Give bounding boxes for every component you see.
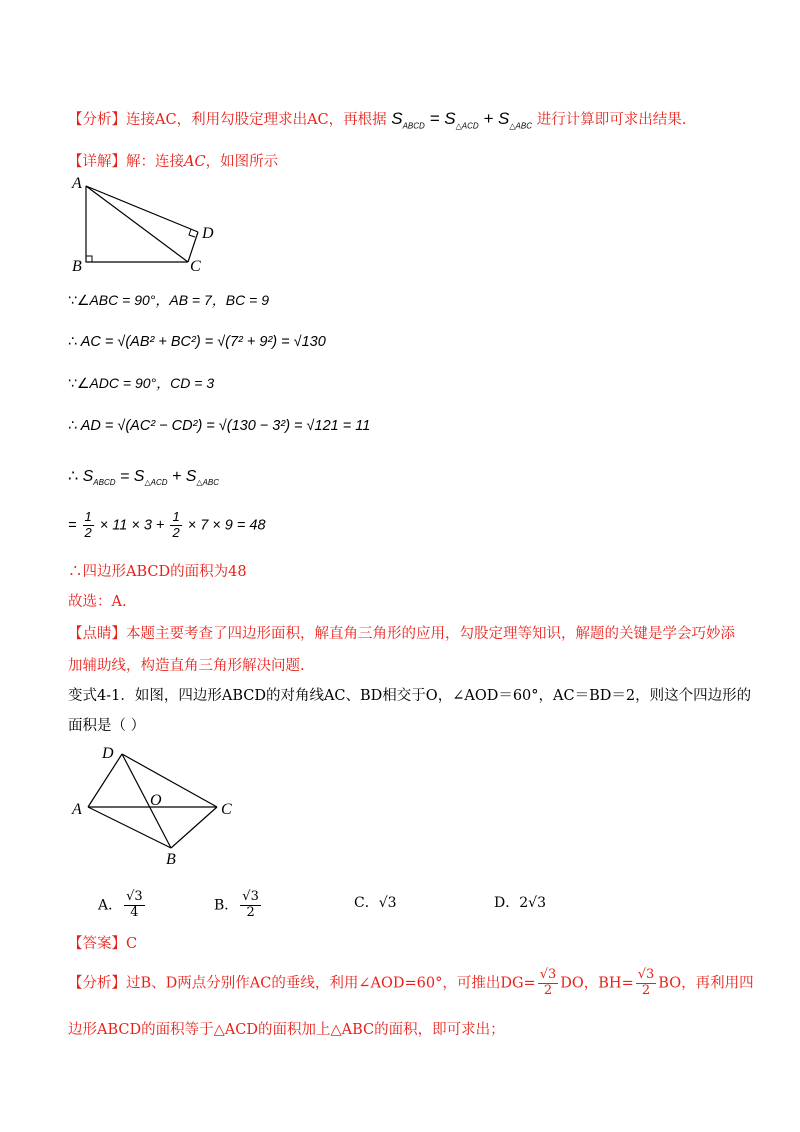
quadrilateral-figure-1 bbox=[64, 172, 234, 276]
variant-line-2: 面积是（ ） bbox=[68, 718, 146, 734]
comment-line-1: 【点睛】本题主要考查了四边形面积，解直角三角形的应用，勾股定理等知识，解题的关键是学会巧妙添 bbox=[68, 626, 735, 642]
option-b[interactable]: B． $\frac{√3}{2}$ bbox=[214, 889, 259, 920]
area-formula: $S_{ABCD} = S_{\triangle ACD} + S_{\triangle ABC}$ bbox=[391, 109, 532, 131]
step-7: ∴四边形ABCD的面积为48 bbox=[68, 564, 247, 580]
step-3: ∵∠ADC = 90°，CD = 3 bbox=[68, 375, 215, 391]
quadrilateral-figure-2 bbox=[66, 740, 246, 870]
label-B: B bbox=[72, 258, 82, 275]
analysis-tag: 【分析】 bbox=[68, 112, 126, 128]
analysis-text: 连接AC，利用勾股定理求出AC，再根据 bbox=[126, 112, 387, 128]
detail-tag: 【详解】 bbox=[68, 154, 126, 170]
option-d[interactable]: D．2√3 bbox=[494, 895, 546, 911]
step-1: ∵∠ABC = 90°，AB = 7，BC = 9 bbox=[68, 292, 269, 308]
variant-line-1: 变式4-1．如图，四边形ABCD的对角线AC、BD相交于O，∠AOD＝60°，AC＝BD＝2，则这个四边形的 bbox=[68, 688, 752, 704]
analysis2-line-2: 边形ABCD的面积等于△ACD的面积加上△ABC的面积，即可求出； bbox=[68, 1022, 505, 1038]
analysis-text-after: 进行计算即可求出结果. bbox=[536, 112, 687, 128]
label-D: D bbox=[202, 225, 214, 242]
option-a[interactable]: A． $\frac{√3}{4}$ bbox=[98, 889, 143, 920]
answer-line: 【答案】C bbox=[68, 936, 138, 952]
detail-line: 【详解】解：连接AC，如图所示 bbox=[68, 154, 279, 170]
label-C: C bbox=[190, 258, 201, 275]
step-4: ∴ AD = √(AC² − CD²) = √(130 − 3²) = √121 = 11 bbox=[68, 418, 371, 434]
step-5: ∴ $S_{ABCD} = S_{\triangle ACD} + S_{\triangle ABC}$ bbox=[68, 468, 220, 488]
analysis-line bbox=[68, 108, 686, 130]
label-B2: B bbox=[166, 851, 176, 868]
choose-line: 故选：A. bbox=[68, 594, 127, 610]
step-6: = $\frac{1}{2}$ × 11 × 3 + $\frac{1}{2}$ × 7 × 9 = 48 bbox=[68, 509, 266, 540]
label-O2: O bbox=[150, 792, 162, 809]
comment-line-2: 加辅助线，构造直角三角形解决问题. bbox=[68, 658, 305, 674]
label-A2: A bbox=[72, 801, 82, 818]
label-C2: C bbox=[221, 801, 232, 818]
label-A: A bbox=[72, 175, 82, 192]
label-D2: D bbox=[102, 745, 114, 762]
analysis2-line-1: 【分析】过B、D两点分别作AC的垂线，利用∠AOD=60°，可推出DG= $\frac{√3}{2}$ DO，BH= $\frac{√3}{2}$ BO，再利用四 bbox=[68, 967, 754, 998]
option-c[interactable]: C．√3 bbox=[354, 895, 397, 911]
step-2: ∴ AC = √(AB² + BC²) = √(7² + 9²) = √130 bbox=[68, 334, 326, 350]
